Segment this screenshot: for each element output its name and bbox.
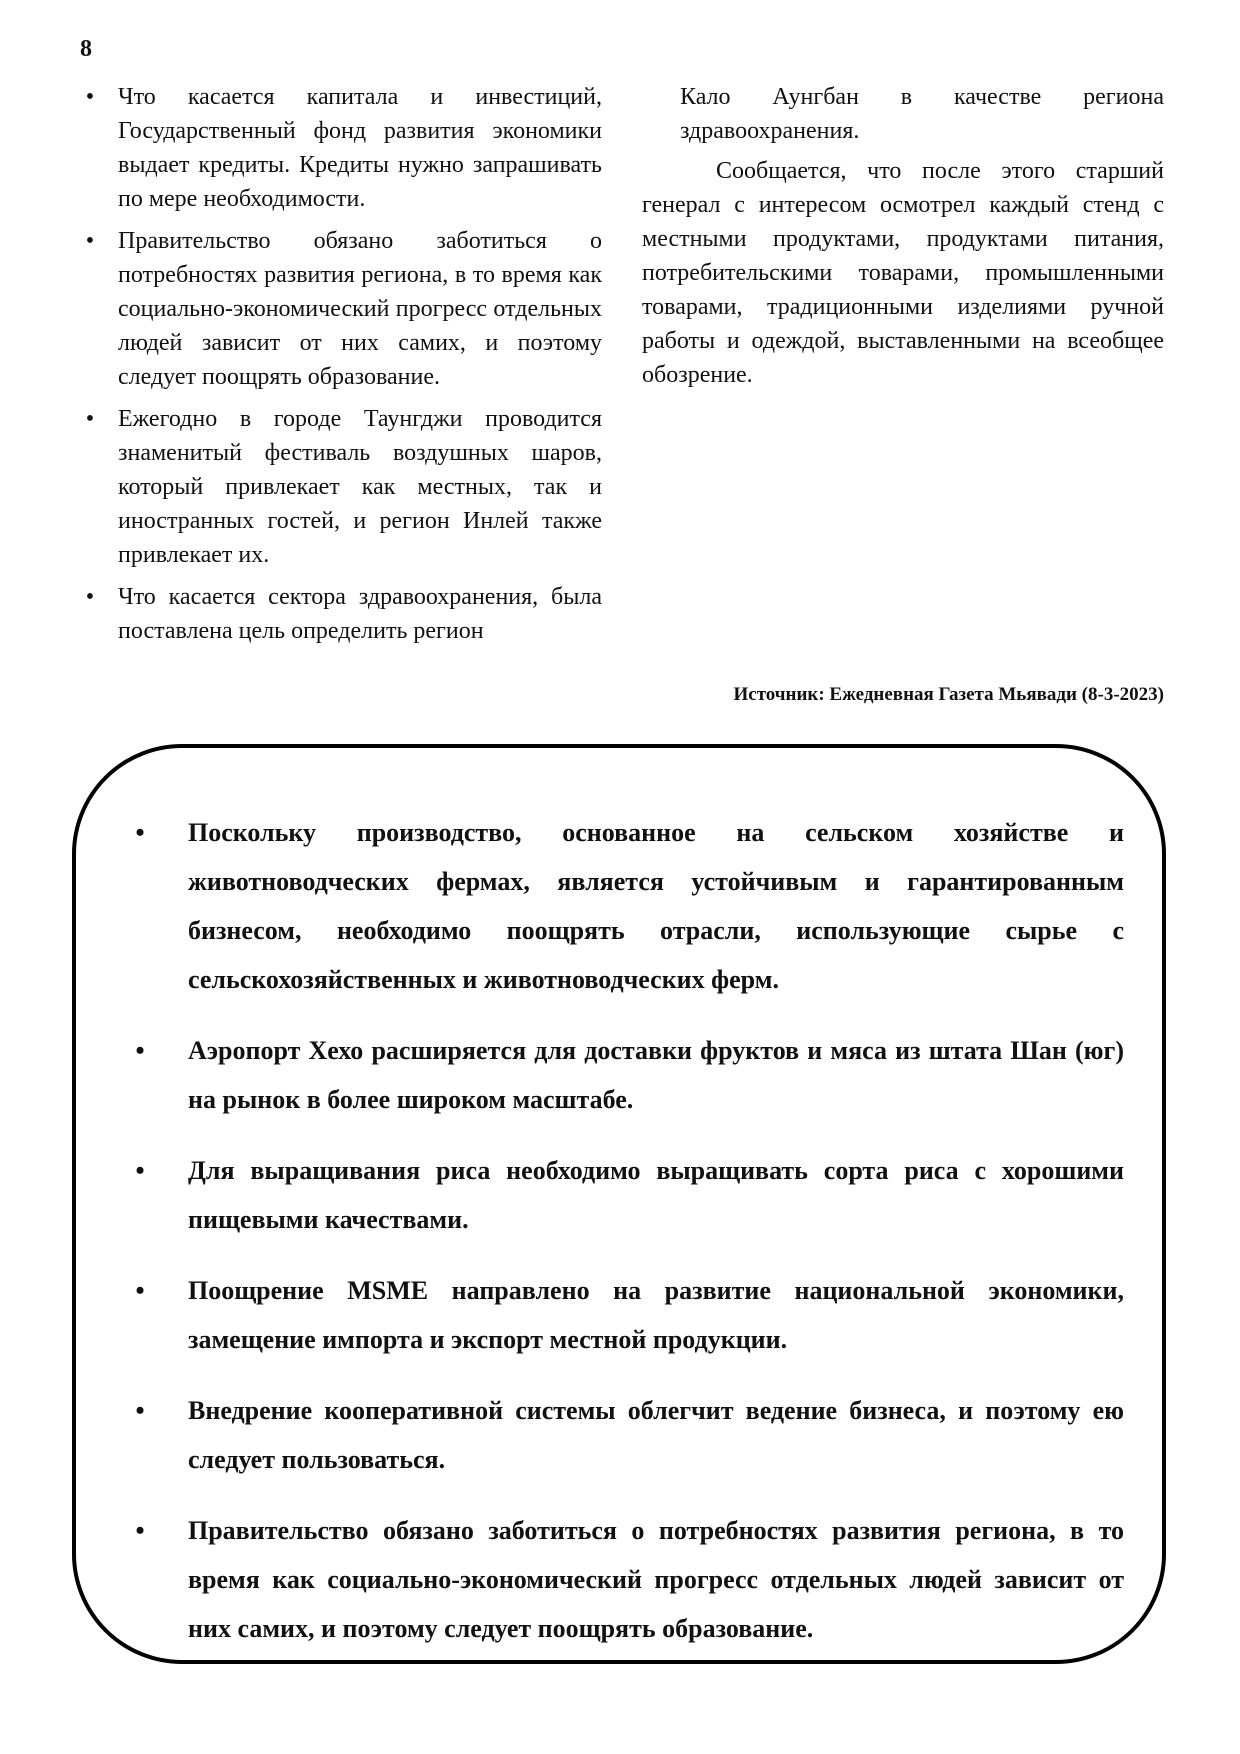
left-column [80, 80, 602, 656]
list-item [114, 1386, 1124, 1484]
list-item [114, 808, 1124, 1004]
list-item-text: Поощрение MSME направлено на развитие национальной экономики, замещение импорта и экспорт местной продукции. [188, 1276, 1124, 1354]
list-item-text: Что касается сектора здравоохранения, была поставлена цель определить регион [118, 584, 602, 644]
list-item-text: Для выращивания риса необходимо выращивать сорта риса с хорошими пищевыми качествами. [188, 1156, 1124, 1234]
list-item-text: Правительство обязано заботиться о потребностях развития региона, в то время как социально-экономический прогресс отдельных людей зависит от них самих, и поэтому следует поощрять образование. [118, 228, 602, 390]
summary-bullet-list [114, 808, 1124, 1675]
left-bullet-list [80, 80, 602, 648]
list-item [114, 1026, 1124, 1124]
continued-text: Кало Аунгбан в качестве региона здравоохранения. [680, 84, 1164, 144]
bullet-icon: • [135, 1276, 145, 1305]
summary-box [72, 744, 1166, 1664]
page-number: 8 [80, 36, 92, 62]
list-item [114, 1506, 1124, 1653]
list-item-text: Что касается капитала и инвестиций, Государственный фонд развития экономики выдает кредиты. Кредиты нужно запрашивать по мере необходимости. [118, 84, 602, 212]
list-item-text: Ежегодно в городе Таунгджи проводится знаменитый фестиваль воздушных шаров, который привлекает как местных, так и иностранных гостей, и регион Инлей также привлекает их. [118, 406, 602, 568]
right-column [642, 80, 1164, 392]
list-item-text: Внедрение кооперативной системы облегчит ведение бизнеса, и поэтому ею следует пользоваться. [188, 1396, 1124, 1474]
list-item [80, 80, 602, 216]
bullet-icon: • [85, 228, 95, 254]
list-item [80, 402, 602, 572]
list-item [80, 224, 602, 394]
bullet-icon: • [135, 1396, 145, 1425]
bullet-icon: • [85, 84, 95, 110]
list-item-text: Аэропорт Хехо расширяется для доставки фруктов и мяса из штата Шан (юг) на рынок в более широком масштабе. [188, 1036, 1124, 1114]
bullet-icon: • [135, 1036, 145, 1065]
list-item [114, 1266, 1124, 1364]
bullet-icon: • [85, 584, 95, 610]
list-item [80, 580, 602, 648]
bullet-icon: • [135, 1516, 145, 1545]
source-citation: Источник: Ежедневная Газета Мьявади (8-3-2023) [733, 684, 1164, 705]
body-paragraph: Сообщается, что после этого старший генерал с интересом осмотрел каждый стенд с местными продуктами, продуктами питания, потребительскими товарами, промышленными товарами, традиционными изделиями ручной работы и одеждой, выставленными на всеобщее обозрение. [642, 158, 1164, 388]
list-item [114, 1146, 1124, 1244]
bullet-icon: • [135, 1156, 145, 1185]
bullet-icon: • [85, 406, 95, 432]
list-item-text: Правительство обязано заботиться о потребностях развития региона, в то время как социально-экономический прогресс отдельных людей зависит от них самих, и поэтому следует поощрять образование. [188, 1516, 1124, 1643]
list-item-text: Поскольку производство, основанное на сельском хозяйстве и животноводческих фермах, является устойчивым и гарантированным бизнесом, необходимо поощрять отрасли, использующие сырье с сельскохозяйственных и животноводческих ферм. [188, 818, 1124, 994]
bullet-icon: • [135, 818, 145, 847]
